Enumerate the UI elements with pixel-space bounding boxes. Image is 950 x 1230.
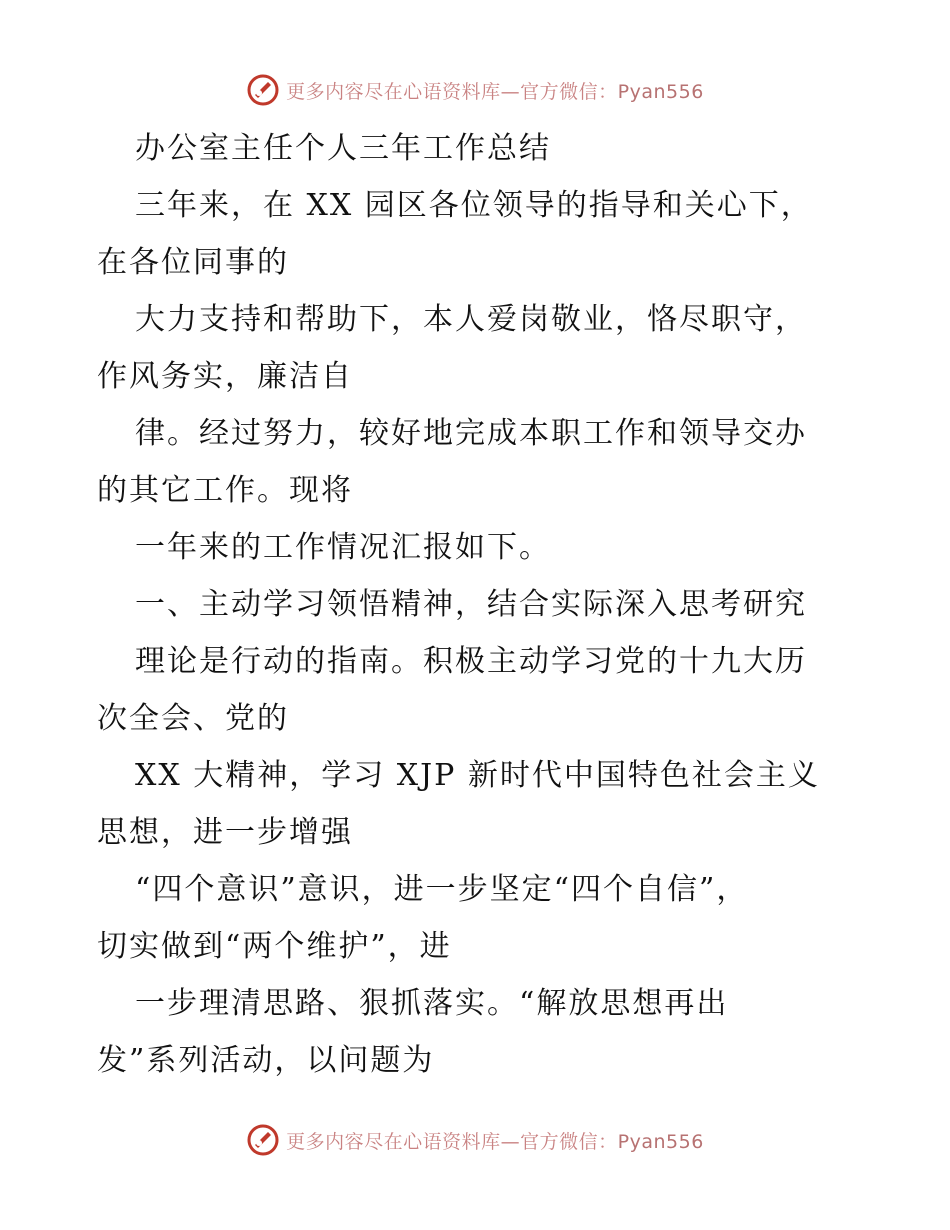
banner-text: 更多内容尽在心语资料库—官方微信：Pyan556 xyxy=(286,80,704,103)
doc-title: 办公室主任个人三年工作总结 xyxy=(135,131,551,166)
seal-logo-icon xyxy=(246,1123,280,1157)
section-heading: 一、主动学习领悟精神，结合实际深入思考研究 xyxy=(135,587,807,622)
paragraph-line: 一步理清思路、狠抓落实。“解放思想再出 xyxy=(135,986,729,1021)
paragraph-line: 在各位同事的 xyxy=(97,245,289,280)
footer-banner xyxy=(0,1120,950,1160)
paragraph-line: 思想，进一步增强 xyxy=(97,815,353,850)
paragraph-line: 发”系列活动，以问题为 xyxy=(97,1043,435,1078)
paragraph-line: 的其它工作。现将 xyxy=(97,473,353,508)
paragraph-line: 作风务实，廉洁自 xyxy=(97,359,353,394)
paragraph-line: 理论是行动的指南。积极主动学习党的十九大历 xyxy=(135,644,807,679)
paragraph-line: 切实做到“两个维护”，进 xyxy=(97,929,452,964)
paragraph-line: 律。经过努力，较好地完成本职工作和领导交办 xyxy=(135,416,807,451)
paragraph-line: “四个意识”意识，进一步坚定“四个自信”， xyxy=(135,872,749,907)
wechat-account: Pyan556 xyxy=(617,1130,704,1153)
document-body xyxy=(97,120,857,1089)
paragraph-line: 次全会、党的 xyxy=(97,701,289,736)
paragraph-line: 三年来，在 XX 园区各位领导的指导和关心下， xyxy=(135,188,813,223)
paragraph-line: XX 大精神，学习 XJP 新时代中国特色社会主义 xyxy=(135,758,820,793)
seal-logo-icon xyxy=(246,73,280,107)
paragraph-line: 大力支持和帮助下，本人爱岗敬业，恪尽职守， xyxy=(135,302,807,337)
wechat-account: Pyan556 xyxy=(617,80,704,103)
header-banner xyxy=(0,70,950,110)
banner-text: 更多内容尽在心语资料库—官方微信：Pyan556 xyxy=(286,1130,704,1153)
paragraph-line: 一年来的工作情况汇报如下。 xyxy=(135,530,551,565)
